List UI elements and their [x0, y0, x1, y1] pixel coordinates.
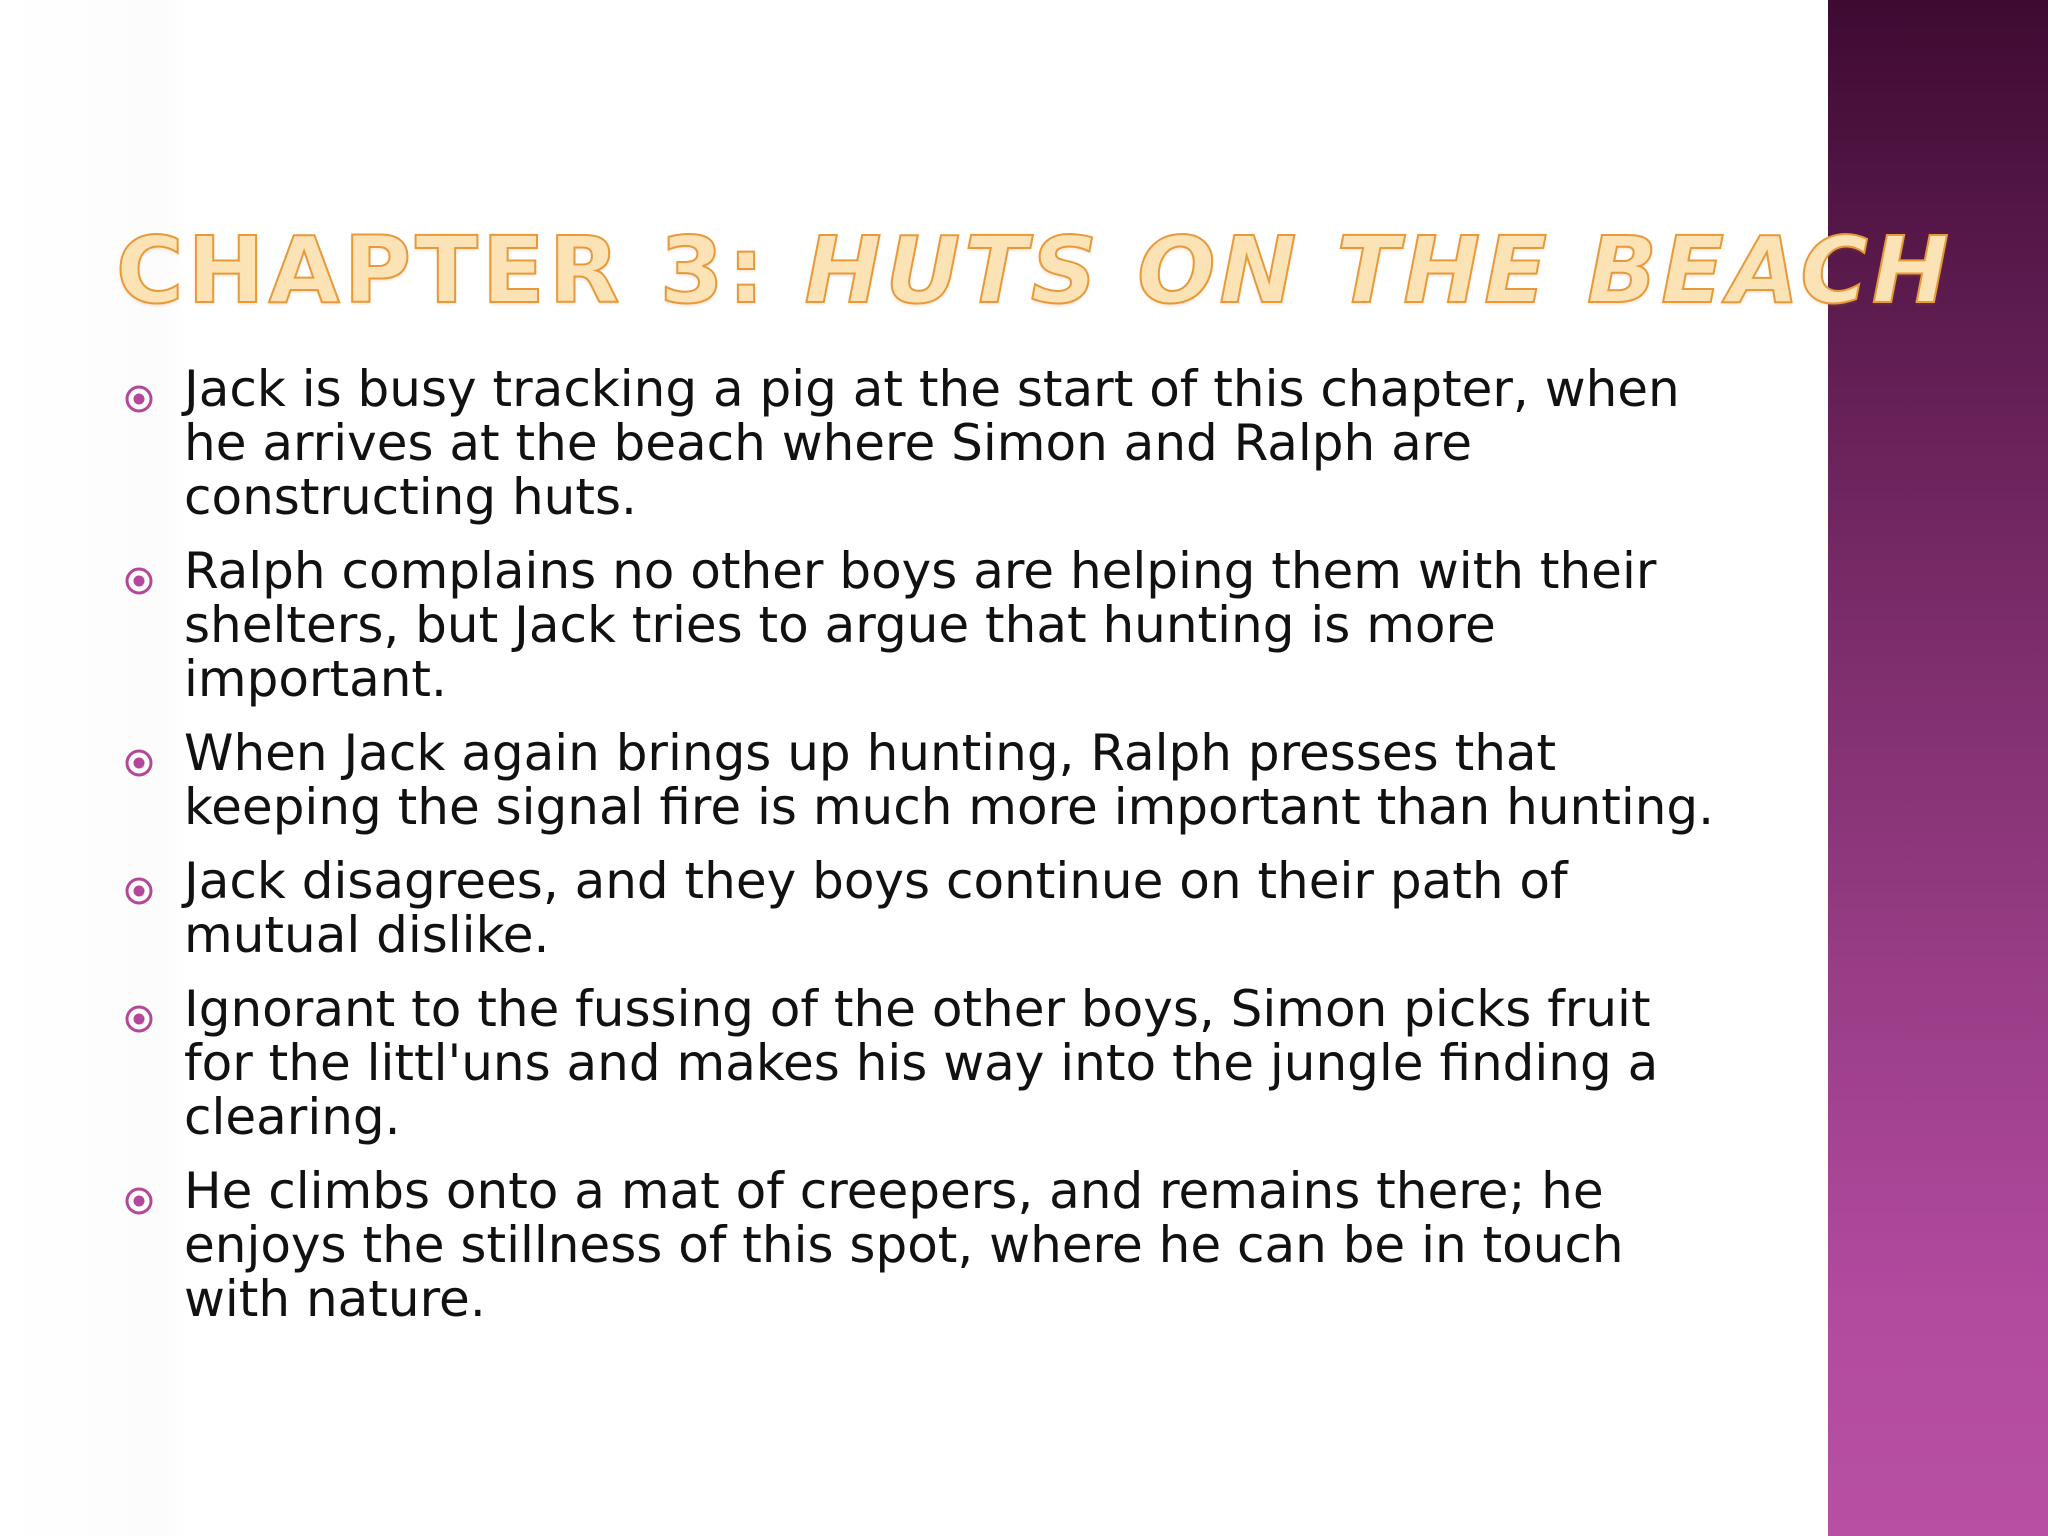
title-main: CHAPTER 3:	[116, 217, 805, 324]
list-item	[124, 726, 1724, 834]
bullet-list	[124, 362, 1724, 1346]
target-circle-icon	[124, 748, 154, 778]
slide-title	[116, 216, 1953, 326]
list-item	[124, 362, 1724, 524]
list-item	[124, 1164, 1724, 1326]
bullet-text: Ignorant to the fussing of the other boys, Simon picks fruit for the littl'uns and makes his way into the jungle finding a clearing.	[184, 980, 1659, 1146]
target-circle-icon	[124, 384, 154, 414]
target-circle-icon	[124, 876, 154, 906]
list-item	[124, 544, 1724, 706]
list-item	[124, 982, 1724, 1144]
target-circle-icon	[124, 1004, 154, 1034]
target-circle-icon	[124, 566, 154, 596]
list-item	[124, 854, 1724, 962]
bullet-text: Jack disagrees, and they boys continue on their path of mutual dislike.	[184, 852, 1568, 964]
bullet-text: When Jack again brings up hunting, Ralph presses that keeping the signal fire is much more important than hunting.	[184, 724, 1715, 836]
bullet-text: He climbs onto a mat of creepers, and remains there; he enjoys the stillness of this spot, where he can be in touch with nature.	[184, 1162, 1624, 1328]
title-italic: HUTS ON THE BEACH	[804, 217, 1953, 324]
bullet-text: Jack is busy tracking a pig at the start of this chapter, when he arrives at the beach where Simon and Ralph are constructing huts.	[184, 360, 1680, 526]
bullet-text: Ralph complains no other boys are helping them with their shelters, but Jack tries to argue that hunting is more important.	[184, 542, 1657, 708]
target-circle-icon	[124, 1186, 154, 1216]
